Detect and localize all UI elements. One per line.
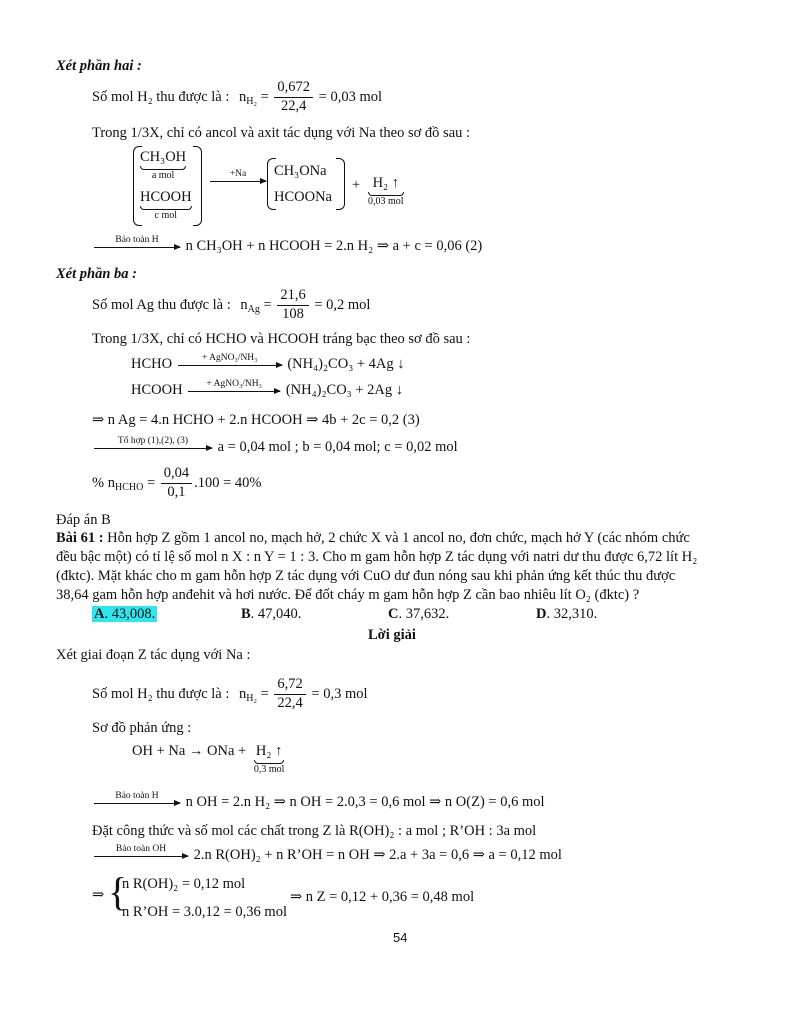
part2-heading: Xét phần hai :: [56, 58, 142, 74]
scheme-title: Sơ đồ phản ứng :: [92, 720, 192, 736]
problem-text-1: Hỗn hợp Z gồm 1 ancol no, mạch hở, 2 chức X và 1 ancol no, đơn chức, mạch hở Y (các nhóm chức: [103, 530, 690, 546]
part3-combine-line: [92, 437, 458, 458]
system-arrow: ⇒: [92, 887, 105, 903]
part2-h2-text: Số mol H₂ thu được là :: [92, 88, 230, 105]
part3-reaction-2: [131, 380, 403, 401]
oh-balance-eq: 2.n R(OH)₂ + n R’OH = n OH ⇒ 2.a + 3a = 0,6 ⇒ a = 0,12 mol: [193, 846, 562, 863]
scheme-h2-mol: 0,3 mol: [253, 763, 285, 775]
scheme-eq: OH + Na → ONa +: [132, 743, 247, 759]
product-plus: +: [352, 177, 361, 193]
part3-ag-line: Số mol Ag thu được là : $n_{Ag}$ = $\frac{21,6}{108}$ = 0,2 mol: [92, 287, 371, 322]
scheme-h2: H₂ ↑: [255, 743, 283, 759]
reaction2-reagent: + AgNO₃/NH₃: [206, 379, 262, 389]
solution-balance-eq: n OH = 2.n H₂ ⇒ n OH = 2.0,3 = 0,6 mol ⇒ n O(Z) = 0,6 mol: [185, 793, 545, 810]
option-b[interactable]: [241, 606, 301, 623]
answer-line: Đáp án B: [56, 512, 111, 528]
page-number: 54: [393, 930, 408, 945]
part3-heading: Xét phần ba :: [56, 266, 137, 282]
solution-h2-fraction: [274, 677, 305, 712]
option-d[interactable]: [536, 606, 597, 623]
part3-combine-eq: a = 0,04 mol ; b = 0,04 mol; c = 0,02 mol: [217, 438, 458, 455]
na-arrow: [208, 170, 268, 191]
solution-h2-den: 22,4: [277, 694, 303, 711]
part3-trong-text: Trong 1/3X, chỉ có HCHO và HCOOH tráng bạc theo sơ đồ sau :: [92, 331, 471, 347]
reaction1-right: (NH₄)₂CO₃ + 4Ag ↓: [287, 355, 405, 372]
part3-ag-lhs-sub: Ag: [247, 303, 260, 315]
solution-h2-line: Số mol H₂ thu được là : $n_{H_2}$ = $\frac{6,72}{22,4}$ = 0,3 mol: [92, 676, 368, 711]
part3-percent-line: % $n_{HCHO}$ = $\frac{0,04}{0,1}$ .100 = 40%: [92, 465, 262, 500]
part3-ag-num: 21,6: [277, 288, 308, 306]
solution-balance-label: Bảo toàn H: [115, 791, 159, 801]
product-h2-formula: H₂ ↑: [372, 175, 399, 191]
option-c[interactable]: [388, 606, 449, 623]
product-bracket-right: [336, 158, 345, 210]
part2-h2-lhs: n: [239, 88, 247, 105]
option-b-value: . 47,040.: [250, 606, 302, 622]
solution-title: Lời giải: [368, 627, 416, 643]
reaction2-right: (NH₄)₂CO₃ + 2Ag ↓: [285, 381, 403, 398]
problem-line-4: 38,64 gam hỗn hợp anđehit và hơi nước. Để đốt cháy m gam hỗn hợp Z cần bao nhiêu lít O₂ (đktc) ?: [56, 587, 640, 603]
problem-label: Bài 61 :: [56, 530, 104, 546]
product-h2: [368, 175, 404, 207]
option-d-letter: D: [536, 606, 547, 622]
reactant-hcooh-mol: c mol: [154, 209, 178, 221]
reactant-hcooh-formula: HCOOH: [140, 189, 192, 205]
part2-h2-den: 22,4: [281, 97, 307, 114]
option-a-value: . 43,008.: [104, 606, 156, 622]
solution-h2-num: 6,72: [274, 677, 305, 695]
product-ch3ona: CH₃ONa: [274, 163, 327, 179]
formula-text: Đặt công thức và số mol các chất trong Z là R(OH)₂ : a mol ; R’OH : 3a mol: [92, 823, 537, 839]
product-h2-mol: 0,03 mol: [368, 195, 404, 207]
option-b-letter: B: [241, 606, 251, 622]
oh-balance-label: Bảo toàn OH: [115, 844, 167, 854]
option-a-letter: A: [94, 606, 105, 622]
option-c-letter: C: [388, 606, 399, 622]
part2-h2-fraction: [274, 80, 313, 115]
part2-balance-line: [92, 236, 482, 257]
solution-h2-rhs: = 0,3 mol: [311, 685, 368, 702]
problem-line-1: [56, 530, 690, 547]
problem-line-2: đều bậc một) có tỉ lệ số mol n X : n Y = 1 : 3. Cho m gam hỗn hợp Z tác dụng với natri dư thu được 6,72 lít H₂: [56, 549, 698, 565]
part2-balance-label: Bảo toàn H: [115, 235, 159, 245]
part2-balance-eq: n CH₃OH + n HCOOH = 2.n H₂ ⇒ a + c = 0,06 (2): [185, 237, 483, 254]
oh-balance-line: [92, 845, 562, 866]
option-c-value: . 37,632.: [398, 606, 450, 622]
reactant-bracket-right: [193, 146, 202, 226]
solution-intro: Xét giai đoạn Z tác dụng với Na :: [56, 647, 251, 663]
part3-ag-lhs: n: [240, 296, 248, 313]
option-a[interactable]: [92, 606, 157, 623]
reaction1-left: HCHO: [131, 355, 173, 372]
part3-eq3: ⇒ n Ag = 4.n HCHO + 2.n HCOOH ⇒ 4b + 2c = 0,2 (3): [92, 412, 420, 428]
option-d-value: . 32,310.: [546, 606, 598, 622]
part3-pct-num: 0,04: [161, 466, 192, 484]
reactant-ch3oh-mol: a mol: [151, 169, 175, 181]
part3-ag-fraction: [277, 288, 308, 323]
system-result: ⇒ n Z = 0,12 + 0,36 = 0,48 mol: [290, 889, 475, 905]
system-line-1: n R(OH)₂ = 0,12 mol: [122, 876, 246, 892]
na-arrow-label: +Na: [229, 169, 247, 179]
solution-h2-text: Số mol H₂ thu được là :: [92, 685, 230, 702]
product-hcoona: HCOONa: [274, 189, 332, 205]
reactant-ch3oh: [140, 149, 186, 181]
reactant-hcooh: [140, 189, 192, 221]
part2-h2-line: Số mol H₂ thu được là : $n_{H_2}$ = $\frac{0,672}{22,4}$ = 0,03 mol: [92, 79, 383, 114]
part3-combine-label: Tổ hợp (1),(2), (3): [117, 436, 189, 446]
part3-pct-den: 0,1: [167, 483, 186, 500]
reaction1-reagent: + AgNO₃/NH₃: [201, 353, 258, 363]
part2-h2-lhs-sub: H₂: [246, 95, 257, 107]
part2-h2-rhs: = 0,03 mol: [318, 88, 383, 105]
solution-h2-lhs-sub: H₂: [246, 692, 257, 704]
system-line-2: n R’OH = 3.0,12 = 0,36 mol: [122, 904, 287, 920]
scheme-line: [132, 743, 284, 775]
part3-ag-rhs: = 0,2 mol: [314, 296, 371, 313]
system-brace: {: [108, 869, 128, 914]
part3-ag-text: Số mol Ag thu được là :: [92, 296, 231, 313]
problem-line-3: (đktc). Mặt khác cho m gam hỗn hợp Z tác dụng với CuO dư đun nóng sau khi phản ứng kết thúc thu được: [56, 568, 676, 584]
part2-trong-text: Trong 1/3X, chỉ có ancol và axit tác dụng với Na theo sơ đồ sau :: [92, 125, 471, 141]
part3-reaction-1: [131, 354, 405, 375]
part2-h2-num: 0,672: [274, 80, 313, 98]
solution-h2-lhs: n: [239, 685, 247, 702]
part3-ag-den: 108: [282, 305, 304, 322]
reactant-ch3oh-formula: CH₃OH: [140, 149, 187, 165]
part3-pct-rhs: .100 = 40%: [194, 474, 262, 491]
part3-pct-lhs-sub: HCHO: [114, 481, 144, 493]
part3-pct-lhs: % n: [92, 474, 115, 491]
reaction2-left: HCOOH: [131, 381, 183, 398]
part3-pct-fraction: [161, 466, 192, 501]
solution-balance-line: [92, 792, 545, 813]
